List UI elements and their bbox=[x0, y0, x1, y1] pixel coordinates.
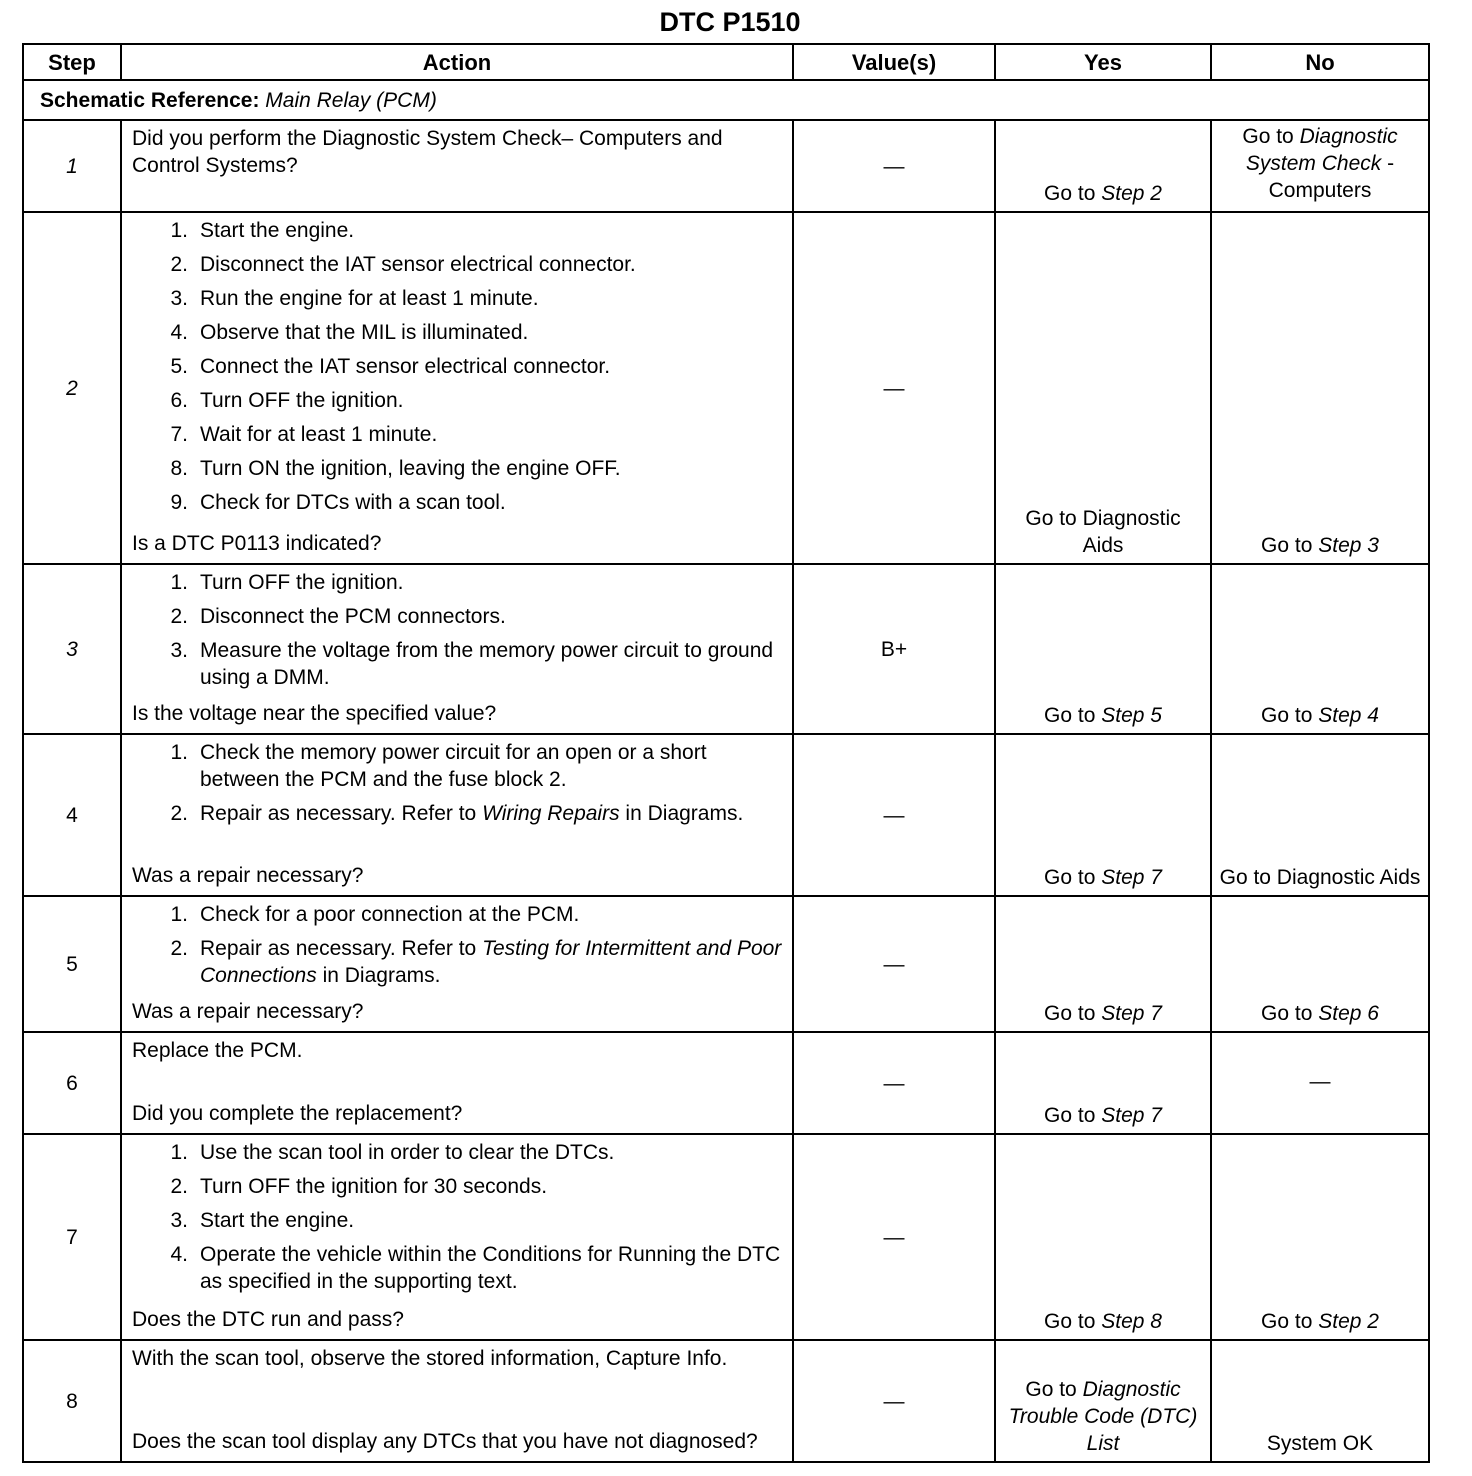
list-item bbox=[132, 1241, 782, 1295]
action-content bbox=[132, 739, 782, 889]
list-item bbox=[132, 901, 782, 928]
item-number: 7. bbox=[170, 423, 188, 446]
item-text-part: Start the engine. bbox=[200, 1209, 355, 1232]
item-text bbox=[200, 935, 782, 989]
item-text bbox=[200, 489, 782, 516]
item-number: 3. bbox=[170, 639, 188, 662]
item-text-part: Turn OFF the ignition. bbox=[200, 571, 404, 594]
yes-reference: Diagnostic Trouble Code (DTC) List bbox=[1008, 1378, 1198, 1455]
action-body bbox=[132, 217, 782, 522]
step-number: 5 bbox=[23, 896, 121, 1032]
schematic-label: Schematic Reference: bbox=[40, 88, 260, 112]
yes-reference: Step 8 bbox=[1101, 1310, 1162, 1333]
value-cell: — bbox=[793, 896, 995, 1032]
list-item bbox=[132, 935, 782, 989]
item-text bbox=[200, 251, 782, 278]
step-number: 4 bbox=[23, 734, 121, 896]
yes-reference: Step 7 bbox=[1101, 1002, 1162, 1025]
action-content bbox=[132, 901, 782, 1025]
table-row bbox=[23, 120, 1429, 212]
yes-prefix: Go to bbox=[1044, 1002, 1102, 1025]
no-prefix: System OK bbox=[1266, 1432, 1374, 1455]
item-number: 4. bbox=[170, 1243, 188, 1266]
item-text bbox=[200, 1173, 782, 1200]
no-reference: Step 6 bbox=[1318, 1002, 1379, 1025]
item-number: 1. bbox=[170, 219, 188, 242]
yes-text bbox=[996, 1000, 1210, 1027]
item-reference: Testing for Intermittent and Poor Connections bbox=[200, 937, 782, 987]
no-prefix: Go to bbox=[1261, 534, 1319, 557]
item-text-part: in Diagrams. bbox=[316, 964, 441, 987]
item-text-part: Repair as necessary. Refer to bbox=[200, 802, 483, 825]
list-item bbox=[132, 1139, 782, 1166]
list-item bbox=[132, 1173, 782, 1200]
list-item bbox=[132, 387, 782, 414]
item-text-part: Turn ON the ignition, leaving the engine OFF. bbox=[200, 457, 621, 480]
action-cell bbox=[121, 1032, 793, 1134]
table-row bbox=[23, 1340, 1429, 1462]
diagnostic-table bbox=[22, 43, 1430, 1463]
table-row bbox=[23, 1032, 1429, 1134]
yes-cell bbox=[995, 564, 1211, 734]
item-number: 2. bbox=[170, 937, 188, 960]
list-item bbox=[132, 739, 782, 793]
action-content bbox=[132, 125, 782, 205]
header-yes: Yes bbox=[995, 44, 1211, 80]
action-steps bbox=[132, 1139, 782, 1295]
item-text-part: Check the memory power circuit for an open or a short between the PCM and the fuse block 2. bbox=[200, 741, 707, 791]
table-row bbox=[23, 212, 1429, 564]
item-text bbox=[200, 739, 782, 793]
no-cell bbox=[1211, 120, 1429, 212]
action-question: Is the voltage near the specified value? bbox=[132, 702, 497, 725]
item-text bbox=[200, 217, 782, 244]
no-cell bbox=[1211, 896, 1429, 1032]
item-text-part: Connect the IAT sensor electrical connector. bbox=[200, 355, 611, 378]
item-text-part: Run the engine for at least 1 minute. bbox=[200, 287, 539, 310]
no-prefix: Go to bbox=[1261, 704, 1319, 727]
yes-prefix: Go to bbox=[1025, 1378, 1083, 1401]
item-text bbox=[200, 387, 782, 414]
action-question: Is a DTC P0113 indicated? bbox=[132, 532, 382, 555]
header-no: No bbox=[1211, 44, 1429, 80]
item-text bbox=[200, 455, 782, 482]
item-text bbox=[200, 319, 782, 346]
list-item bbox=[132, 637, 782, 691]
yes-text bbox=[1018, 505, 1188, 559]
yes-text bbox=[996, 180, 1210, 207]
no-text bbox=[1212, 1000, 1428, 1027]
action-cell bbox=[121, 734, 793, 896]
no-reference: Step 4 bbox=[1318, 704, 1379, 727]
page-title: DTC P1510 bbox=[659, 7, 801, 37]
item-text-part: Turn OFF the ignition for 30 seconds. bbox=[200, 1175, 548, 1198]
yes-cell bbox=[995, 734, 1211, 896]
yes-text bbox=[996, 1102, 1210, 1129]
action-body bbox=[132, 1037, 782, 1064]
yes-text bbox=[1008, 1376, 1198, 1457]
item-number: 4. bbox=[170, 321, 188, 344]
no-reference: Step 3 bbox=[1318, 534, 1379, 557]
table-row bbox=[23, 734, 1429, 896]
yes-cell bbox=[995, 896, 1211, 1032]
schematic-row bbox=[23, 80, 1429, 120]
item-text-part: in Diagrams. bbox=[619, 802, 744, 825]
item-text-part: Use the scan tool in order to clear the DTCs. bbox=[200, 1141, 615, 1164]
action-body bbox=[132, 1139, 782, 1301]
action-cell bbox=[121, 212, 793, 564]
item-text bbox=[200, 637, 782, 691]
action-steps bbox=[132, 217, 782, 516]
value-cell: — bbox=[793, 1340, 995, 1462]
item-number: 9. bbox=[170, 491, 188, 514]
item-text-part: Turn OFF the ignition. bbox=[200, 389, 404, 412]
list-item bbox=[132, 319, 782, 346]
action-question: Was a repair necessary? bbox=[132, 864, 364, 887]
item-text bbox=[200, 1207, 782, 1234]
header-values: Value(s) bbox=[793, 44, 995, 80]
no-cell bbox=[1211, 734, 1429, 896]
no-text bbox=[1212, 532, 1428, 559]
list-item bbox=[132, 251, 782, 278]
header-step: Step bbox=[23, 44, 121, 80]
no-text bbox=[1212, 864, 1428, 891]
action-cell bbox=[121, 564, 793, 734]
no-prefix: Go to Diagnostic Aids bbox=[1219, 866, 1421, 889]
yes-text bbox=[996, 702, 1210, 729]
step-number: 7 bbox=[23, 1134, 121, 1340]
list-item bbox=[132, 1207, 782, 1234]
item-number: 1. bbox=[170, 571, 188, 594]
header-action: Action bbox=[121, 44, 793, 80]
value-cell: — bbox=[793, 212, 995, 564]
no-cell bbox=[1211, 1032, 1429, 1134]
action-content bbox=[132, 217, 782, 557]
no-reference: Step 2 bbox=[1318, 1310, 1379, 1333]
item-text-part: Check for a poor connection at the PCM. bbox=[200, 903, 580, 926]
value-cell: — bbox=[793, 120, 995, 212]
action-question: Does the scan tool display any DTCs that you have not diagnosed? bbox=[132, 1430, 758, 1453]
action-body bbox=[132, 1345, 782, 1372]
list-item bbox=[132, 353, 782, 380]
action-steps bbox=[132, 569, 782, 691]
action-paragraph: Did you perform the Diagnostic System Check– Computers and Control Systems? bbox=[132, 127, 723, 177]
no-text bbox=[1225, 123, 1415, 204]
item-number: 1. bbox=[170, 903, 188, 926]
item-text bbox=[200, 1241, 782, 1295]
yes-text bbox=[996, 1308, 1210, 1335]
no-prefix: — bbox=[1309, 1069, 1331, 1093]
item-number: 2. bbox=[170, 253, 188, 276]
action-paragraph: With the scan tool, observe the stored information, Capture Info. bbox=[132, 1347, 728, 1370]
item-text bbox=[200, 569, 782, 596]
action-steps bbox=[132, 739, 782, 827]
item-number: 2. bbox=[170, 802, 188, 825]
no-prefix: Go to bbox=[1261, 1002, 1319, 1025]
yes-cell bbox=[995, 212, 1211, 564]
no-reference: Diagnostic System Check bbox=[1245, 125, 1398, 175]
header-row bbox=[23, 44, 1429, 80]
item-text bbox=[200, 285, 782, 312]
action-steps bbox=[132, 901, 782, 989]
value-cell: — bbox=[793, 1032, 995, 1134]
item-text-part: Disconnect the PCM connectors. bbox=[200, 605, 506, 628]
no-prefix: Go to bbox=[1242, 125, 1300, 148]
list-item bbox=[132, 800, 782, 827]
item-number: 3. bbox=[170, 287, 188, 310]
no-cell bbox=[1211, 564, 1429, 734]
action-paragraph: Replace the PCM. bbox=[132, 1039, 303, 1062]
yes-cell bbox=[995, 1340, 1211, 1462]
yes-text bbox=[996, 864, 1210, 891]
action-body bbox=[132, 125, 782, 179]
list-item bbox=[132, 455, 782, 482]
step-number: 8 bbox=[23, 1340, 121, 1462]
list-item bbox=[132, 217, 782, 244]
step-number: 3 bbox=[23, 564, 121, 734]
yes-cell bbox=[995, 1134, 1211, 1340]
action-question: Was a repair necessary? bbox=[132, 1000, 364, 1023]
action-content bbox=[132, 1139, 782, 1333]
table-row bbox=[23, 1134, 1429, 1340]
item-text-part: Observe that the MIL is illuminated. bbox=[200, 321, 529, 344]
item-text bbox=[200, 603, 782, 630]
action-cell bbox=[121, 896, 793, 1032]
action-body bbox=[132, 739, 782, 833]
item-text bbox=[200, 800, 782, 827]
action-question: Did you complete the replacement? bbox=[132, 1102, 463, 1125]
item-text-part: Measure the voltage from the memory power circuit to ground using a DMM. bbox=[200, 639, 774, 689]
yes-prefix: Go to bbox=[1044, 1104, 1102, 1127]
value-cell: — bbox=[793, 734, 995, 896]
step-number: 2 bbox=[23, 212, 121, 564]
yes-reference: Step 7 bbox=[1101, 866, 1162, 889]
action-body bbox=[132, 569, 782, 697]
item-text bbox=[200, 1139, 782, 1166]
list-item bbox=[132, 603, 782, 630]
yes-prefix: Go to Diagnostic Aids bbox=[1025, 507, 1181, 557]
item-text bbox=[200, 901, 782, 928]
yes-cell bbox=[995, 120, 1211, 212]
item-number: 2. bbox=[170, 1175, 188, 1198]
step-number: 6 bbox=[23, 1032, 121, 1134]
item-text-part: Wait for at least 1 minute. bbox=[200, 423, 438, 446]
action-body bbox=[132, 901, 782, 995]
no-cell bbox=[1211, 1134, 1429, 1340]
action-content bbox=[132, 1037, 782, 1127]
item-number: 6. bbox=[170, 389, 188, 412]
item-text-part: Start the engine. bbox=[200, 219, 355, 242]
list-item bbox=[132, 569, 782, 596]
action-content bbox=[132, 569, 782, 727]
item-text-part: Repair as necessary. Refer to bbox=[200, 937, 483, 960]
item-text bbox=[200, 353, 782, 380]
item-text-part: Check for DTCs with a scan tool. bbox=[200, 491, 506, 514]
no-text bbox=[1212, 1068, 1428, 1095]
no-suffix: - Computers bbox=[1268, 152, 1395, 202]
item-number: 3. bbox=[170, 1209, 188, 1232]
no-text bbox=[1212, 702, 1428, 729]
item-reference: Wiring Repairs bbox=[482, 802, 620, 825]
item-number: 8. bbox=[170, 457, 188, 480]
item-number: 1. bbox=[170, 741, 188, 764]
yes-reference: Step 5 bbox=[1101, 704, 1162, 727]
no-cell bbox=[1211, 1340, 1429, 1462]
no-text bbox=[1212, 1308, 1428, 1335]
action-question: Does the DTC run and pass? bbox=[132, 1308, 404, 1331]
no-text bbox=[1212, 1430, 1428, 1457]
yes-reference: Step 2 bbox=[1101, 182, 1162, 205]
item-text bbox=[200, 421, 782, 448]
table-row bbox=[23, 896, 1429, 1032]
yes-cell bbox=[995, 1032, 1211, 1134]
list-item bbox=[132, 285, 782, 312]
yes-prefix: Go to bbox=[1044, 866, 1102, 889]
item-text-part: Operate the vehicle within the Conditions for Running the DTC as specified in the supporting text. bbox=[200, 1243, 781, 1293]
action-cell bbox=[121, 120, 793, 212]
value-cell: — bbox=[793, 1134, 995, 1340]
item-text-part: Disconnect the IAT sensor electrical connector. bbox=[200, 253, 636, 276]
item-number: 1. bbox=[170, 1141, 188, 1164]
no-prefix: Go to bbox=[1261, 1310, 1319, 1333]
no-cell bbox=[1211, 212, 1429, 564]
value-cell: B+ bbox=[793, 564, 995, 734]
schematic-reference bbox=[23, 80, 1429, 120]
list-item bbox=[132, 489, 782, 516]
yes-reference: Step 7 bbox=[1101, 1104, 1162, 1127]
table-row bbox=[23, 564, 1429, 734]
yes-prefix: Go to bbox=[1044, 182, 1102, 205]
yes-prefix: Go to bbox=[1044, 1310, 1102, 1333]
yes-prefix: Go to bbox=[1044, 704, 1102, 727]
item-number: 5. bbox=[170, 355, 188, 378]
step-number: 1 bbox=[23, 120, 121, 212]
action-content bbox=[132, 1345, 782, 1455]
action-cell bbox=[121, 1340, 793, 1462]
list-item bbox=[132, 421, 782, 448]
action-cell bbox=[121, 1134, 793, 1340]
item-number: 2. bbox=[170, 605, 188, 628]
schematic-value: Main Relay (PCM) bbox=[265, 88, 437, 112]
